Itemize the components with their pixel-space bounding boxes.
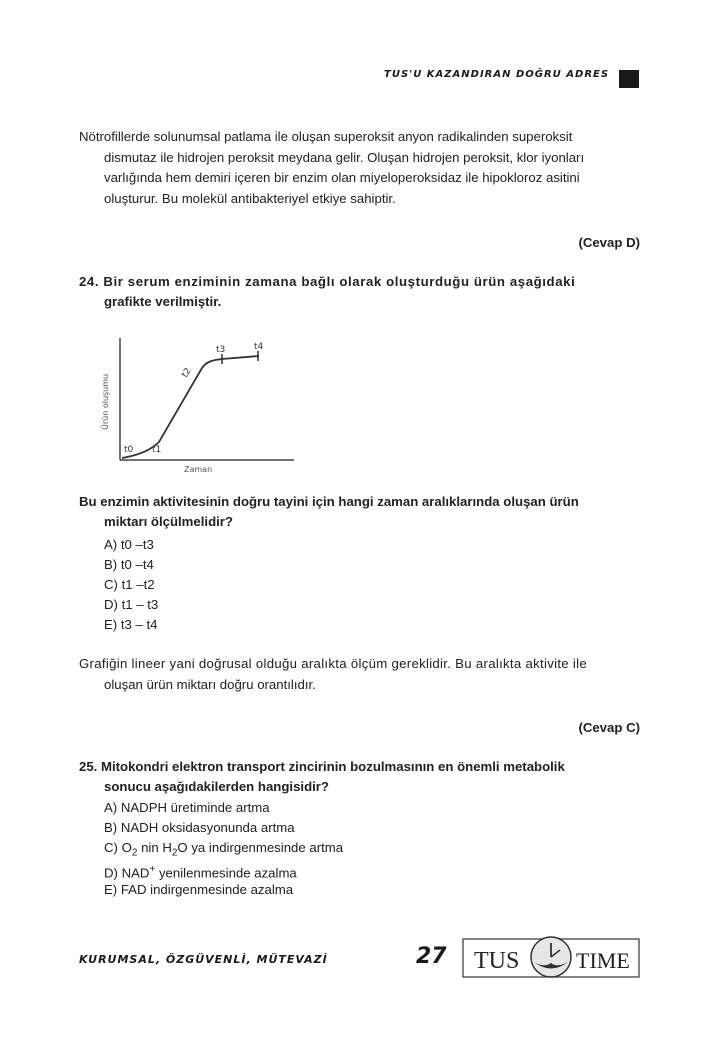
- option-c-text: nin H: [137, 840, 172, 855]
- answer-23: (Cevap D): [578, 235, 640, 250]
- question-line: 25. Mitokondri elektron transport zincirinin bozulmasının en önemli metabolik: [79, 759, 565, 774]
- x-axis-label: Zaman: [184, 465, 213, 474]
- subscript: 2: [171, 847, 178, 859]
- t0-label: t0: [124, 445, 134, 455]
- prompt-line: Bu enzimin aktivitesinin doğru tayini için hangi zaman aralıklarında oluşan ürün: [79, 494, 579, 509]
- question-24: [79, 272, 639, 312]
- superscript: +: [149, 864, 156, 875]
- option-e: E) FAD indirgenmesinde azalma: [104, 882, 294, 897]
- option-c-text: O ya indirgenmesinde artma: [177, 840, 344, 855]
- question-line: grafikte verilmiştir.: [104, 294, 222, 309]
- question-24-prompt: [79, 492, 639, 532]
- explanation-24: [79, 654, 639, 695]
- header-square-mark: [619, 70, 639, 88]
- t4-label: t4: [254, 342, 264, 352]
- header-slogan: TUS'U KAZANDIRAN DOĞRU ADRES: [384, 69, 610, 80]
- t2-label: t2: [180, 366, 194, 380]
- footer-slogan: KURUMSAL, ÖZGÜVENLİ, MÜTEVAZİ: [79, 953, 328, 966]
- option-c: C) t1 –t2: [104, 577, 155, 592]
- prompt-line: miktarı ölçülmelidir?: [104, 514, 233, 529]
- question-line: sonucu aşağıdakilerden hangisidir?: [104, 779, 329, 794]
- logo-text-right: TIME: [576, 948, 630, 973]
- option-b: B) NADH oksidasyonunda artma: [104, 820, 295, 835]
- option-b: B) t0 –t4: [104, 557, 154, 572]
- explanation-23: [79, 127, 639, 209]
- question-line: 24. Bir serum enziminin zamana bağlı olarak oluşturduğu ürün aşağıdaki: [79, 274, 576, 289]
- text-line: oluşan ürün miktarı doğru orantılıdır.: [104, 676, 316, 692]
- option-c-text: C) O: [104, 840, 132, 855]
- t3-label: t3: [216, 345, 226, 355]
- answer-24: (Cevap C): [578, 720, 640, 735]
- text-line: oluşturur. Bu molekül antibakteriyel etkiye sahiptir.: [104, 190, 396, 206]
- page-number: 27: [416, 944, 447, 969]
- question-25: [79, 757, 639, 797]
- option-d-text: D) NAD: [104, 865, 150, 881]
- text-line: Grafiğin lineer yani doğrusal olduğu aralıkta ölçüm gereklidir. Bu aralıkta aktivite ile: [79, 656, 587, 671]
- text-line: dismutaz ile hidrojen peroksit meydana gelir. Oluşan hidrojen peroksit, klor iyonları: [104, 149, 585, 165]
- y-axis-label: Ürün oluşumu: [101, 373, 110, 430]
- logo-text-left: TUS: [474, 948, 520, 974]
- option-e: E) t3 – t4: [104, 617, 158, 632]
- t1-label: t1: [152, 445, 162, 455]
- option-a: A) t0 –t3: [104, 537, 154, 552]
- option-a: A) NADPH üretiminde artma: [104, 800, 270, 815]
- text-line: Nötrofillerde solunumsal patlama ile oluşan superoksit anyon radikalinden superoksit: [79, 129, 573, 144]
- subscript: 2: [131, 847, 138, 859]
- option-d: D) t1 – t3: [104, 597, 159, 612]
- product-time-graph: [94, 330, 304, 475]
- text-line: varlığında hem demiri içeren bir enzim olan miyeloperoksidaz ile hipokloroz asitini: [104, 170, 580, 185]
- tus-time-logo: [462, 935, 640, 981]
- option-d-text: yenilenmesinde azalma: [155, 865, 297, 881]
